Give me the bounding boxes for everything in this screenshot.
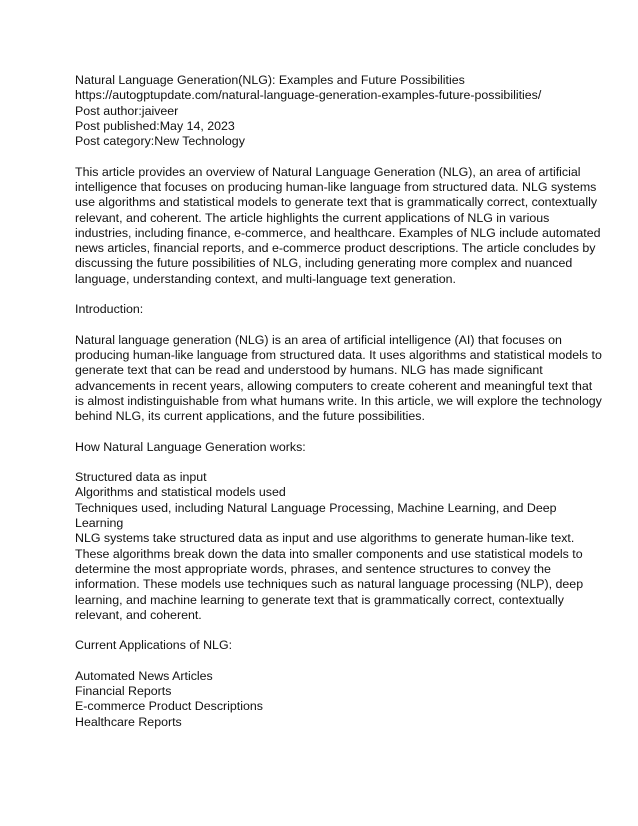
list-item: Healthcare Reports — [75, 714, 182, 729]
text-line: industries, including finance, e-commerce, and healthcare. Examples of NLG include automated — [75, 225, 601, 240]
paragraph-gap — [75, 287, 575, 302]
document-page — [75, 73, 602, 730]
paragraph-gap — [75, 318, 575, 333]
text-line: These algorithms break down the data into smaller components and use statistical models to — [75, 546, 583, 561]
introduction-paragraph — [75, 332, 602, 425]
text-line: Natural language generation (NLG) is an area of artificial intelligence (AI) that focuses on — [75, 332, 562, 347]
text-line: NLG systems take structured data as input and use algorithms to generate human-like text. — [75, 531, 575, 546]
text-line: generate text that can be read and understood by humans. NLG has made significant — [75, 363, 543, 378]
section-heading: How Natural Language Generation works: — [75, 439, 306, 454]
post-url: https://autogptupdate.com/natural-language-generation-examples-future-possibilities/ — [75, 88, 542, 103]
post-published: Post published:May 14, 2023 — [75, 118, 235, 133]
text-line: language, understanding context, and multi-language text generation. — [75, 271, 456, 286]
text-line: is almost indistinguishable from what humans write. In this article, we will explore the technology — [75, 393, 602, 408]
text-line: news articles, financial reports, and e-commerce product descriptions. The article concludes by — [75, 241, 596, 256]
text-line: Algorithms and statistical models used — [75, 485, 286, 500]
applications-list — [75, 669, 575, 730]
list-item: Automated News Articles — [75, 668, 213, 683]
paragraph-gap — [75, 455, 575, 470]
text-line: discussing the future possibilities of NLG, including generating more complex and nuanced — [75, 256, 573, 271]
text-line: producing human-like language from structured data. It uses algorithms and statistical models to — [75, 348, 602, 363]
text-line: behind NLG, its current applications, and the future possibilities. — [75, 409, 425, 424]
text-line: learning, and machine learning to generate text that is grammatically correct, contextually — [75, 592, 564, 607]
text-line: information. These models use techniques such as natural language processing (NLP), deep — [75, 577, 584, 592]
paragraph-gap — [75, 149, 575, 164]
text-line: use algorithms and statistical models to generate text that is grammatically correct, contextually — [75, 195, 598, 210]
paragraph-gap — [75, 425, 575, 440]
list-item: E-commerce Product Descriptions — [75, 699, 263, 714]
applications-heading — [75, 638, 575, 653]
text-line: advancements in recent years, allowing computers to create coherent and meaningful text that — [75, 378, 593, 393]
text-line: Techniques used, including Natural Language Processing, Machine Learning, and Deep — [75, 500, 557, 515]
how-it-works-heading — [75, 440, 575, 455]
text-line: relevant, and coherent. The article highlights the current applications of NLG in various — [75, 210, 550, 225]
how-it-works-paragraph — [75, 470, 584, 623]
post-author: Post author:jaiveer — [75, 103, 179, 118]
summary-paragraph — [75, 164, 601, 287]
section-heading: Current Applications of NLG: — [75, 638, 233, 653]
text-line: Learning — [75, 516, 124, 531]
text-line: Structured data as input — [75, 470, 207, 485]
section-heading: Introduction: — [75, 302, 144, 317]
introduction-heading — [75, 302, 575, 317]
post-title: Natural Language Generation(NLG): Examples and Future Possibilities — [75, 73, 465, 87]
paragraph-gap — [75, 623, 575, 638]
paragraph-gap — [75, 654, 575, 669]
text-line: This article provides an overview of Natural Language Generation (NLG), an area of artificial — [75, 164, 581, 179]
list-item: Financial Reports — [75, 684, 172, 699]
text-line: relevant, and coherent. — [75, 607, 202, 622]
text-line: intelligence that focuses on producing human-like language from structured data. NLG systems — [75, 179, 597, 194]
post-header — [75, 73, 575, 149]
post-category: Post category:New Technology — [75, 134, 245, 149]
text-line: determine the most appropriate words, phrases, and sentence structures to convey the — [75, 561, 551, 576]
